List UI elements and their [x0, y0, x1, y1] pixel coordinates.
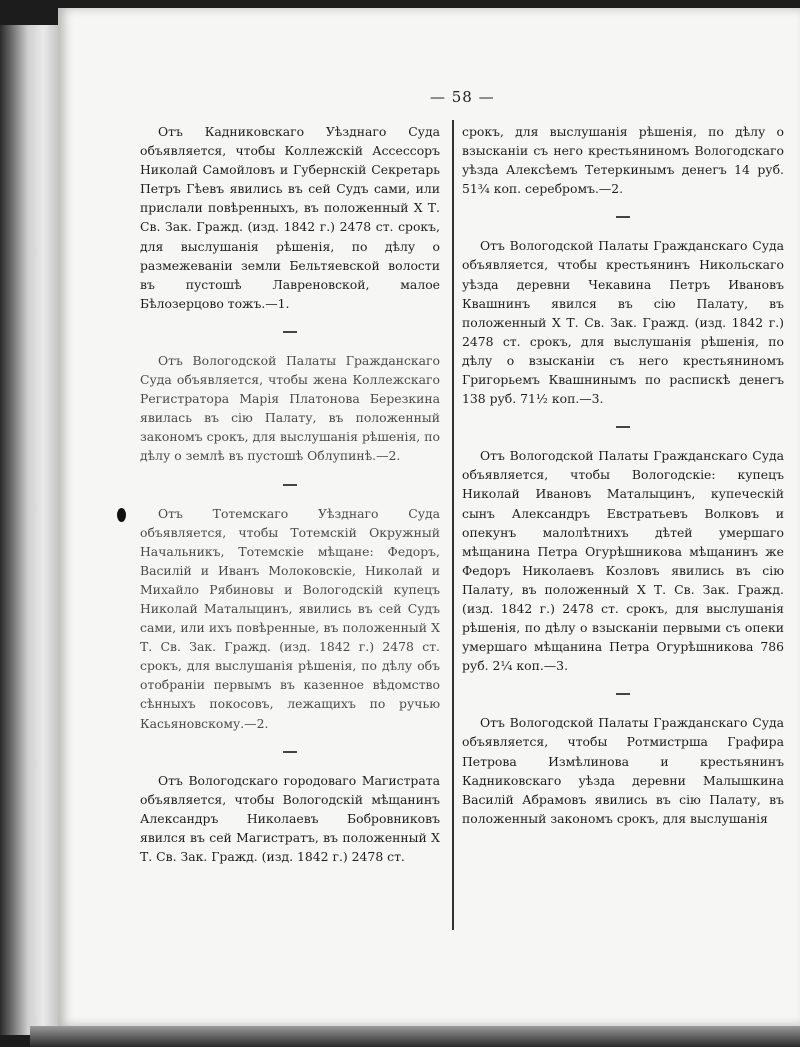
book-spine — [0, 25, 62, 1035]
notice-vologda-chamber-izmelinova: Отъ Вологодской Палаты Гражданскаго Суда объявляется, чтобы Ротмистрша Графира Петрова Измѣлинова и крестьянинъ Кадниковскаго уѣзда деревни Малышкина Василій Абрамовъ явились въ сію Палату, въ положенный закономъ срокъ, для выслушанія — [462, 715, 784, 826]
page-bottom-edge — [30, 1026, 800, 1047]
notice-vologda-chamber-berezkina: Отъ Вологодской Палаты Гражданскаго Суда объявляется, чтобы жена Коллежскаго Регистратора Марія Платонова Березкина явилась въ сію Палату, въ положенный закономъ срокъ, для выслушанія рѣшенія, по дѣлу о землѣ въ пустошѣ Облупинѣ.—2. — [140, 352, 440, 464]
right-column — [462, 122, 784, 828]
section-separator — [283, 331, 297, 333]
section-separator — [283, 751, 297, 753]
section-separator — [283, 484, 297, 486]
section-separator — [616, 216, 630, 218]
column-divider — [452, 120, 454, 930]
ink-blot — [117, 508, 126, 522]
notice-continuation: срокъ, для выслушанія рѣшенія, по дѣлу о взысканіи съ него крестьяниномъ Вологодскаго уѣзда Алексѣемъ Тетеркинымъ денегъ 14 руб. 51¾ коп. серебромъ.—2. — [462, 124, 784, 197]
notice-vologda-magistrate: Отъ Вологодскаго городоваго Магистрата объявляется, чтобы Вологодскій мѣщанинъ Александръ Николаевъ Бобровниковъ явился въ сей Магистратъ, въ положенный X Т. Св. Зак. Гражд. (изд. 1842 г.) 2478 ст. — [140, 772, 440, 864]
notice-kadnikov-court: Отъ Кадниковскаго Уѣзднаго Суда объявляется, чтобы Коллежскій Ассессоръ Николай Самойловъ и Губернскій Секретарь Петръ Гѣевъ явились въ сей Судъ сами, или прислали повѣренныхъ, въ положенный X Т. Св. Зак. Гражд. (изд. 1842 г.) 2478 ст. срокъ, для выслушанія рѣшенія, по дѣлу о размежеваніи земли Бельтяевской волости въ пустошѣ Лавреновской, малое Бѣлозерцово тожъ.—1. — [140, 124, 440, 311]
section-separator — [616, 693, 630, 695]
notice-vologda-chamber-matalytsin: Отъ Вологодской Палаты Гражданскаго Суда объявляется, чтобы Вологодскіе: купецъ Николай Ивановъ Маталыцинъ, купеческій сынъ Александръ Евстратьевъ Волковъ и опекунъ малолѣтнихъ дѣтей умершаго мѣщанина Петра Огурѣшникова мѣщанинъ же Федоръ Николаевъ Козловъ явились въ сію Палату, въ положенный X Т. Св. Зак. Гражд. (изд. 1842 г.) 2478 ст. срокъ, для выслушанія рѣшенія, по дѣлу о взысканіи первыми съ опеки умершаго мѣщанина Петра Огурѣшникова 786 руб. 2¼ коп.—3. — [462, 448, 784, 674]
notice-totma-court: Отъ Тотемскаго Уѣзднаго Суда объявляется, чтобы Тотемскій Окружный Начальникъ, Тотемскіе мѣщане: Федоръ, Василій и Иванъ Молоковскіе, Николай и Михайло Рябиновы и Вологодскій купецъ Николай Маталыцинъ, явились въ сей Судъ сами, или ихъ повѣренные, въ положенный X Т. Св. Зак. Гражд. (изд. 1842 г.) 2478 ст. срокъ, для выслушанія рѣшенія, по дѣлу объ отобраніи первымъ въ казенное вѣдомство сѣнныхъ покосовъ, лежащихъ по ручью Касьяновскому.—2. — [140, 505, 440, 731]
page-number: — 58 — — [430, 88, 495, 106]
left-column — [140, 122, 440, 866]
notice-vologda-chamber-kvashnin: Отъ Вологодской Палаты Гражданскаго Суда объявляется, чтобы крестьянинъ Никольскаго уѣзда деревни Чекавина Петръ Ивановъ Квашнинъ явился въ сію Палату, въ положенный X Т. Св. Зак. Гражд. (изд. 1842 г.) 2478 ст. срокъ, для выслушанія рѣшенія, по дѣлу о взысканіи съ него крестьяниномъ Григорьемъ Квашнинымъ по распискѣ денегъ 138 руб. 71½ коп.—3. — [462, 238, 784, 407]
section-separator — [616, 426, 630, 428]
